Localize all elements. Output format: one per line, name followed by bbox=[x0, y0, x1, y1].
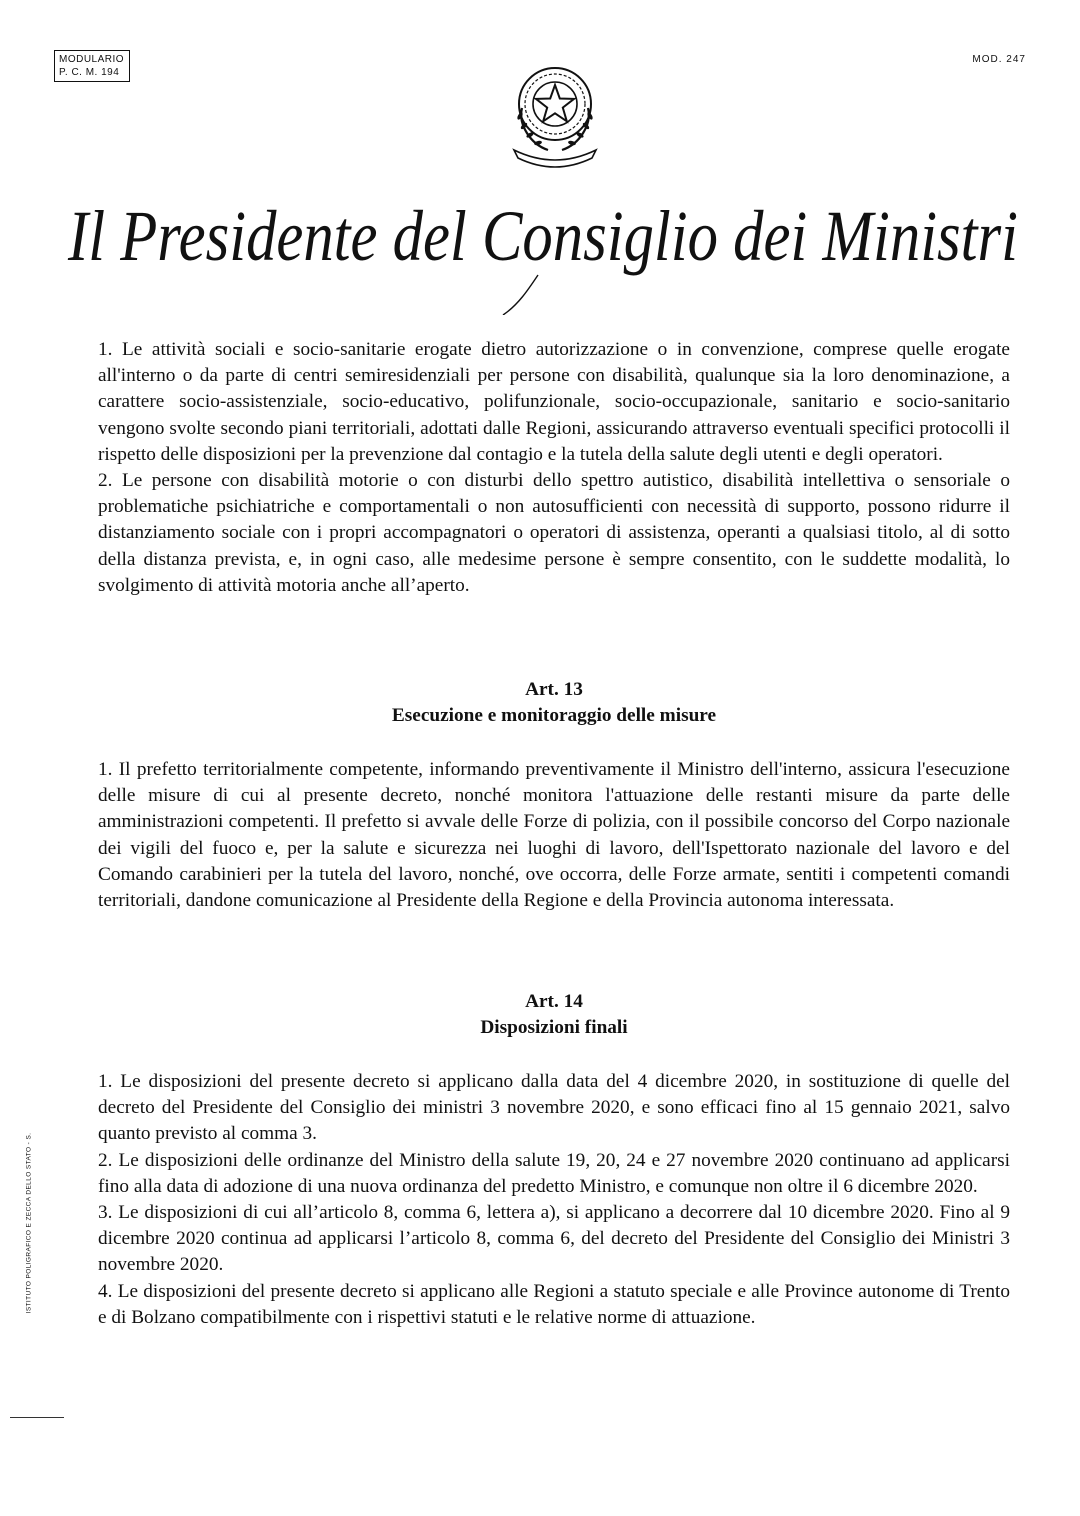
footer-divider bbox=[10, 1417, 64, 1418]
modulario-stamp bbox=[54, 50, 130, 82]
stamp-line-modulario: MODULARIO bbox=[59, 54, 125, 65]
heading-title: Il Presidente del Consiglio dei Ministri bbox=[67, 196, 1019, 276]
presidency-heading bbox=[58, 165, 1028, 315]
article-14-body bbox=[98, 1069, 1010, 1331]
article-14-heading bbox=[98, 989, 1010, 1041]
stamp-line-pcm: P. C. M. 194 bbox=[59, 67, 120, 78]
article-13-body bbox=[98, 757, 1010, 914]
article-14-paragraph-2: 2. Le disposizioni delle ordinanze del Ministro della salute 19, 20, 24 e 27 novembre 2020 continuano ad applicarsi fino alla data di adozione di una nuova ordinanza del predetto Ministro, e comunque non oltre il 6 dicembre 2020. bbox=[98, 1149, 1010, 1197]
article-12-paragraph-2: 2. Le persone con disabilità motorie o con disturbi dello spettro autistico, disabilità intellettiva o sensoriale o problematiche psichiatriche e comportamentali o non autosufficienti con necessità di supporto, possono ridurre il distanziamento sociale con i propri accompagnatori o operatori di assistenza, operanti a qualsiasi titolo, al di sotto della distanza prevista, e, in ogni caso, alle medesime persone è sempre consentito, con le suddette modalità, lo svolgimento di attività motoria anche all’aperto. bbox=[98, 470, 1010, 596]
article-14-paragraph-3: 3. Le disposizioni di cui all’articolo 8, comma 6, lettera a), si applicano a decorrere dal 10 dicembre 2020. Fino al 9 dicembre 2020 continua ad applicarsi l’articolo 8, comma 6, del decreto del Presidente del Consiglio dei Ministri 3 novembre 2020. bbox=[98, 1202, 1010, 1276]
article-13-number: Art. 13 bbox=[525, 679, 583, 700]
article-12-paragraph-1: 1. Le attività sociali e socio-sanitarie erogate dietro autorizzazione o in convenzione, comprese quelle erogate all'interno o da parte di centri semiresidenziali per persone con disabilità, qualunque sia la loro denominazione, a carattere socio-assistenziale, socio-educativo, polifunzionale, socio-occupazionale, sanitario e socio-sanitario vengono svolte secondo piani territoriali, adottati dalle Regioni, assicurando attraverso eventuali specifici protocolli il rispetto delle disposizioni per la prevenzione dal contagio e la tutela della salute degli utenti e degli operatori. bbox=[98, 339, 1010, 465]
republic-emblem-icon bbox=[500, 58, 610, 170]
article-14-paragraph-1: 1. Le disposizioni del presente decreto si applicano dalla data del 4 dicembre 2020, in sostituzione di quelle del decreto del Presidente del Consiglio dei ministri 3 novembre 2020, e sono efficaci fino al 15 gennaio 2021, salvo quanto previsto al comma 3. bbox=[98, 1071, 1010, 1145]
printer-margin-note bbox=[22, 1098, 36, 1348]
article-14-number: Art. 14 bbox=[525, 991, 583, 1012]
article-14-paragraph-4: 4. Le disposizioni del presente decreto si applicano alle Regioni a statuto speciale e alle Province autonome di Trento e di Bolzano compatibilmente con i rispettivi statuti e le relative norme di attuazione. bbox=[98, 1280, 1010, 1328]
article-13-paragraph-1: 1. Il prefetto territorialmente competente, informando preventivamente il Ministro dell'interno, assicura l'esecuzione delle misure di cui al presente decreto, nonché monitora l'attuazione delle restanti misure da parte delle amministrazioni competenti. Il prefetto si avvale delle Forze di polizia, con il possibile concorso del Corpo nazionale dei vigili del fuoco e, per la salute e sicurezza nei luoghi di lavoro, dell'Ispettorato nazionale del lavoro e del Comando carabinieri per la tutela del lavoro, nonché, ove occorra, delle Forze armate, sentiti i competenti comandi territoriali, dandone comunicazione al Presidente della Regione e della Provincia autonoma interessata. bbox=[98, 759, 1010, 912]
article-14-title: Disposizioni finali bbox=[480, 1017, 628, 1038]
article-12-tail bbox=[98, 337, 1010, 599]
form-code: MOD. 247 bbox=[972, 54, 1026, 65]
article-13-heading bbox=[98, 677, 1010, 729]
printer-margin-text: ISTITUTO POLIGRAFICO E ZECCA DELLO STATO - S. bbox=[25, 1132, 33, 1314]
article-13-title: Esecuzione e monitoraggio delle misure bbox=[391, 705, 717, 726]
